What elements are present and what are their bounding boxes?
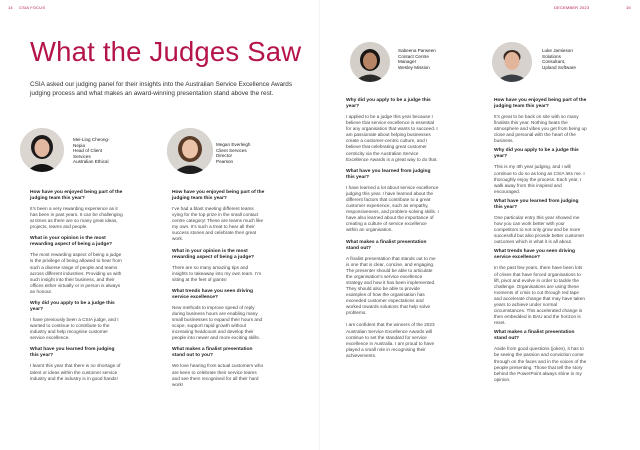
judge-name: Megan Everleigh [216, 142, 251, 147]
question: Why did you apply to be a judge this year? [494, 148, 579, 160]
answer: It’s great to be back on site with so many finalists this year. Nothing beats the atmosphere and vibes you get from being up close and personal with the heart of the business. [494, 114, 587, 144]
judge-name: Mei-Ling Cheong- [73, 137, 110, 142]
question: What have you learned from judging this year? [346, 168, 431, 180]
judge-title: Director [216, 153, 233, 158]
question: What trends have you seen driving service excellence? [172, 288, 253, 300]
question: Why did you apply to be a judge this year? [346, 98, 431, 109]
question: What makes a finalist presentation stand out? [494, 330, 575, 342]
answer: I have previously been a CSIA judge, and I wanted to continue to contribute to the industry and help recognise customer service excellence. [30, 317, 119, 341]
judge-organisation: Wesley Mission [398, 64, 430, 70]
judge-column-megan [172, 190, 265, 394]
judge-column-luke [494, 98, 587, 387]
answer: In the past few years, there have been lots of crises that have forced organisations to lift, pivot and evolve in order to tackle the challenge. Organisations are using these moments of crisis to cut through red tape and accelerate change that may have taken years to achieve under normal circumstances. This accelerated change is then embedded in BAU and the horizon is reset. [494, 265, 585, 326]
judge-organisation: Pearson [216, 158, 234, 164]
judge-details-sabeena [398, 48, 436, 70]
judge-details-mei-ling [73, 137, 110, 165]
judge-name: Nepia [73, 142, 86, 148]
question: What have you learned from judging this year? [30, 347, 115, 359]
page-number-left: 14 [8, 5, 13, 10]
judge-name: Sabeena Parween [398, 48, 436, 53]
page-number-right: 15 [626, 5, 631, 10]
answer: We love hearing from actual customers who are keen to celebrate their service teams and see them recognised for all their hard work! [172, 363, 264, 387]
answer: I have learned a lot about service excellence judging this year. I have learned about the different factors that contribute to a great customer experience, such as empathy, responsiveness, and problem-solving skills. I have also learned about the importance of creating a culture of service excellence within an organisation. [346, 184, 439, 233]
answer: The most rewarding aspect of being a judge is the privilege of being allowed to hear from such a diverse range of people and teams across different industries. Providing us with such insight into their business, and their offices either virtually or in person is always an honour. [30, 252, 122, 294]
question: What in your opinion is the most rewarding aspect of being a judge? [172, 248, 255, 260]
answer: There are so many amazing tips and insights to takeaway into my own team. I’m sitting at the feet of giants! [172, 264, 262, 282]
question: Why did you apply to be a judge this year? [30, 301, 115, 313]
judge-title: Head of Client [73, 148, 103, 153]
article-title: What the Judges Saw [30, 36, 302, 67]
judge-details-luke [542, 48, 576, 70]
judge-organisation: Upland Software [542, 64, 576, 70]
question: What makes a finalist presentation stand out? [346, 239, 427, 251]
judge-photo-mei-ling [20, 128, 64, 172]
judge-title: Client Services [216, 147, 247, 153]
judge-title: Manager [398, 59, 417, 64]
answer: One particular entry this year showed me how you can work better with your competitors to not only grow and be more successful but also provide better customer outcomes which is what it is all about. [494, 214, 585, 245]
question: How have you enjoyed being part of the judging team this year? [172, 190, 265, 201]
question: What have you learned from judging this year? [494, 198, 579, 210]
judge-photo-sabeena [350, 42, 390, 82]
answer: Aside from good questions (jokes), it has to be seeing the passion and conviction come through on the faces and in the voices of the people presenting. Those that tell the story behind the PowerPoint always shine in my opinion. [494, 346, 587, 382]
judge-title: Services [73, 153, 91, 159]
intro-paragraph: CSIA asked our judging panel for their insights into the Australian Service Excellence Awards judging process and what makes an award-winning presentation stand above the rest. [30, 81, 293, 97]
answer: I applied to be a judge this year because I believe that service excellence is essential for any organisation that wants to succeed. I am passionate about helping businesses create a customer-centric culture, and I believe that celebrating great customer centricity via the Australian Service Excellence Awards is a great way to do that. [346, 114, 438, 162]
judge-title: Consultant, [542, 59, 566, 64]
judge-title: Contact Centre [398, 53, 429, 59]
answer: New methods to improve speed of reply during business hours are enabling many small businesses to expand their hours and scope, support rapid growth without increasing headcount and develop their people into newer and more exciting skills. [172, 304, 263, 341]
judge-details-megan [216, 142, 250, 164]
answer: It’s been a very rewarding experience as it has been in past years. It can be challenging at times as there are so many great ideas, projects, teams and people. [30, 206, 123, 230]
judge-title: Solutions [542, 53, 561, 59]
answer: A finalist presentation that stands out to me is one that is clear, concise, and engaging. The presenter should be able to articulate the organisation’s service excellence strategy and how it has been implemented. They should also be able to provide examples of how the organisation has exceeded customer expectations and worked towards solutions that help solve problems. [346, 255, 436, 316]
issue-date: DECEMBER 2023 [554, 5, 590, 10]
answer: I am confident that the winners of the 2023 Australian Service Excellence Awards will continue to set the standard for service excellence in Australia. I am proud to have played a small role in recognising their achievements. [346, 322, 435, 358]
judge-photo-megan [167, 128, 213, 174]
judge-organisation: Australian Ethical [73, 159, 109, 164]
question: What trends have you seen driving service excellence? [494, 249, 575, 261]
judge-column-mei-ling [30, 190, 123, 388]
brand-label: CSIA FOCUS [19, 5, 46, 10]
question: How have you enjoyed being part of the judging team this year? [30, 190, 123, 201]
judge-photo-luke [492, 42, 532, 82]
answer: I’ve had a blast meeting different teams vying for the top prize in the small contact centre category! These are teams much like my own. It’s such a treat to hear all their success stories and celebrate their great work. [172, 206, 264, 242]
question: What makes a finalist presentation stand out to you? [172, 347, 253, 359]
question: What in your opinion is the most rewarding aspect of being a judge? [30, 236, 113, 248]
answer: This is my 4th year judging, and I will continue to do so as long as CSIA lets me. I thoroughly enjoy the process. Each year, I walk away from this inspired and encouraged. [494, 164, 585, 194]
judge-name: Luke Jamieson [542, 48, 573, 53]
answer: I learnt this year that there is no shortage of talent or ideas within the customer service industry and the industry is in good hands! [30, 363, 121, 381]
judge-column-sabeena [346, 98, 439, 365]
question: How have you enjoyed being part of the judging team this year? [494, 98, 587, 109]
right-page [320, 0, 640, 450]
